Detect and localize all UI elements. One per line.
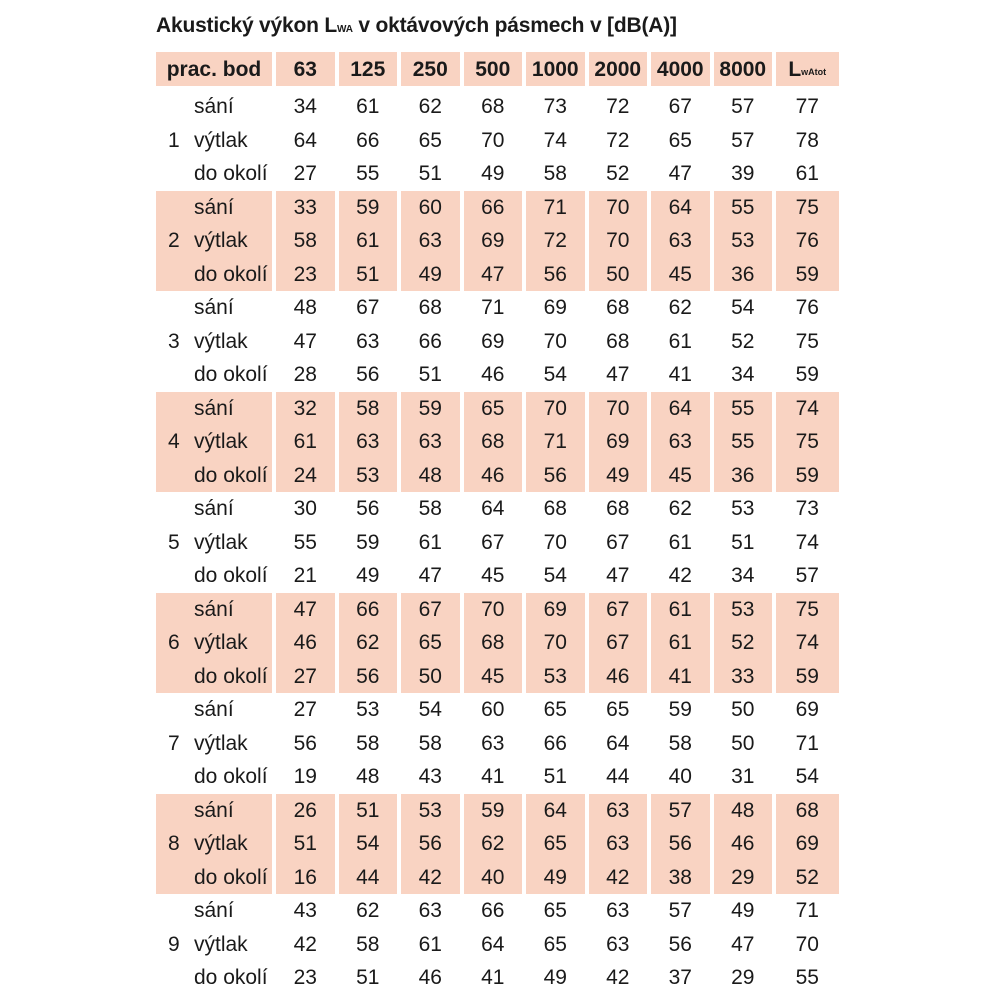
value-cell: 68 [776, 794, 839, 828]
value-cell: 56 [356, 363, 380, 387]
value-cell: 67 [481, 530, 505, 554]
value-cell: 47 [293, 329, 317, 353]
value-cell: 69 [776, 827, 839, 861]
value-cell: 61 [418, 932, 442, 956]
working-point-number: 8 [168, 832, 180, 856]
working-point-number: 9 [168, 932, 180, 956]
value-cell: 47 [418, 564, 442, 588]
value-cell: 51 [418, 363, 442, 387]
value-cell: 36 [714, 258, 773, 292]
header-band-250: 250 [401, 52, 460, 86]
value-cell: 53 [731, 497, 755, 521]
row-label: do okolí [194, 564, 268, 588]
value-cell: 57 [731, 128, 755, 152]
working-point-number: 7 [168, 731, 180, 755]
value-cell: 46 [481, 363, 505, 387]
value-cell: 54 [339, 827, 398, 861]
value-cell: 32 [276, 392, 335, 426]
value-cell: 69 [543, 296, 567, 320]
value-cell: 23 [293, 966, 317, 990]
value-cell: 43 [293, 899, 317, 923]
value-cell: 54 [418, 698, 442, 722]
value-cell: 49 [526, 861, 585, 895]
value-cell: 62 [668, 296, 692, 320]
value-cell: 27 [293, 162, 317, 186]
row-label: do okolí [156, 258, 272, 292]
header-band-4000: 4000 [651, 52, 710, 86]
row-label: do okolí [156, 459, 272, 493]
value-cell: 45 [651, 459, 710, 493]
value-cell: 59 [776, 459, 839, 493]
row-label: sání [156, 392, 272, 426]
row-label: výtlak [156, 626, 272, 660]
row-label: sání [194, 95, 234, 119]
value-cell: 70 [526, 392, 585, 426]
value-cell: 66 [418, 329, 442, 353]
value-cell: 42 [668, 564, 692, 588]
value-cell: 41 [481, 966, 505, 990]
title-subscript: WA [337, 24, 353, 35]
header-band-8000: 8000 [714, 52, 773, 86]
value-cell: 58 [418, 497, 442, 521]
value-cell: 60 [481, 698, 505, 722]
working-point-number: 1 [168, 128, 180, 152]
value-cell: 70 [543, 530, 567, 554]
row-label: sání [194, 899, 234, 923]
title-main: Akustický výkon L [156, 14, 338, 37]
value-cell: 29 [731, 966, 755, 990]
value-cell: 33 [714, 660, 773, 694]
value-cell: 46 [418, 966, 442, 990]
value-cell: 65 [543, 899, 567, 923]
working-point-number: 5 [168, 530, 180, 554]
value-cell: 71 [795, 731, 819, 755]
value-cell: 59 [776, 258, 839, 292]
row-label: výtlak [156, 224, 272, 258]
value-cell: 47 [731, 932, 755, 956]
value-cell: 57 [651, 794, 710, 828]
value-cell: 48 [401, 459, 460, 493]
value-cell: 67 [589, 626, 648, 660]
value-cell: 58 [543, 162, 567, 186]
value-cell: 66 [356, 128, 380, 152]
value-cell: 53 [356, 698, 380, 722]
row-label: sání [194, 698, 234, 722]
value-cell: 34 [293, 95, 317, 119]
row-label: sání [194, 497, 234, 521]
value-cell: 40 [464, 861, 523, 895]
value-cell: 59 [795, 363, 819, 387]
value-cell: 75 [776, 425, 839, 459]
value-cell: 51 [418, 162, 442, 186]
value-cell: 68 [481, 95, 505, 119]
value-cell: 24 [276, 459, 335, 493]
value-cell: 33 [276, 191, 335, 225]
value-cell: 51 [731, 530, 755, 554]
value-cell: 23 [276, 258, 335, 292]
value-cell: 68 [606, 329, 630, 353]
value-cell: 56 [651, 827, 710, 861]
value-cell: 16 [276, 861, 335, 895]
value-cell: 47 [464, 258, 523, 292]
value-cell: 65 [418, 128, 442, 152]
value-cell: 73 [795, 497, 819, 521]
value-cell: 54 [795, 765, 819, 789]
value-cell: 56 [668, 932, 692, 956]
value-cell: 71 [795, 899, 819, 923]
row-label: sání [194, 296, 234, 320]
value-cell: 48 [714, 794, 773, 828]
value-cell: 55 [795, 966, 819, 990]
value-cell: 49 [401, 258, 460, 292]
value-cell: 68 [606, 296, 630, 320]
row-label: do okolí [194, 363, 268, 387]
value-cell: 61 [339, 224, 398, 258]
value-cell: 70 [526, 626, 585, 660]
value-cell: 44 [606, 765, 630, 789]
value-cell: 56 [339, 660, 398, 694]
row-label: výtlak [156, 425, 272, 459]
value-cell: 56 [293, 731, 317, 755]
value-cell: 37 [668, 966, 692, 990]
value-cell: 53 [714, 224, 773, 258]
value-cell: 57 [731, 95, 755, 119]
value-cell: 55 [293, 530, 317, 554]
value-cell: 68 [464, 425, 523, 459]
value-cell: 46 [714, 827, 773, 861]
value-cell: 28 [293, 363, 317, 387]
value-cell: 61 [651, 593, 710, 627]
value-cell: 64 [293, 128, 317, 152]
value-cell: 52 [606, 162, 630, 186]
row-label: do okolí [194, 162, 268, 186]
value-cell: 53 [526, 660, 585, 694]
value-cell: 39 [731, 162, 755, 186]
value-cell: 63 [589, 794, 648, 828]
value-cell: 69 [589, 425, 648, 459]
value-cell: 62 [339, 626, 398, 660]
value-cell: 67 [401, 593, 460, 627]
value-cell: 56 [526, 258, 585, 292]
value-cell: 50 [731, 698, 755, 722]
header-total-subscript: wAtot [801, 66, 827, 77]
value-cell: 61 [651, 626, 710, 660]
value-cell: 44 [339, 861, 398, 895]
value-cell: 42 [401, 861, 460, 895]
value-cell: 76 [795, 296, 819, 320]
value-cell: 47 [606, 564, 630, 588]
value-cell: 77 [795, 95, 819, 119]
row-label: výtlak [194, 932, 248, 956]
header-band-1000: 1000 [526, 52, 585, 86]
value-cell: 47 [276, 593, 335, 627]
value-cell: 76 [776, 224, 839, 258]
value-cell: 73 [543, 95, 567, 119]
value-cell: 55 [714, 425, 773, 459]
header-band-125: 125 [339, 52, 398, 86]
value-cell: 51 [356, 966, 380, 990]
value-cell: 72 [606, 128, 630, 152]
value-cell: 66 [543, 731, 567, 755]
value-cell: 43 [418, 765, 442, 789]
value-cell: 58 [356, 731, 380, 755]
value-cell: 74 [776, 626, 839, 660]
value-cell: 42 [589, 861, 648, 895]
value-cell: 72 [606, 95, 630, 119]
value-cell: 68 [464, 626, 523, 660]
value-cell: 51 [339, 258, 398, 292]
value-cell: 58 [668, 731, 692, 755]
row-label: do okolí [194, 765, 268, 789]
value-cell: 61 [668, 530, 692, 554]
value-cell: 74 [795, 530, 819, 554]
value-cell: 49 [481, 162, 505, 186]
value-cell: 70 [795, 932, 819, 956]
row-label: do okolí [194, 966, 268, 990]
value-cell: 64 [651, 191, 710, 225]
header-total-main: L [788, 57, 802, 81]
row-label: sání [156, 593, 272, 627]
value-cell: 40 [668, 765, 692, 789]
header-total [776, 52, 839, 86]
working-point-number: 6 [168, 631, 180, 655]
value-cell: 55 [714, 392, 773, 426]
value-cell: 48 [293, 296, 317, 320]
header-band-500: 500 [464, 52, 523, 86]
value-cell: 59 [356, 530, 380, 554]
value-cell: 66 [464, 191, 523, 225]
value-cell: 36 [714, 459, 773, 493]
value-cell: 58 [356, 932, 380, 956]
value-cell: 45 [464, 660, 523, 694]
value-cell: 34 [731, 363, 755, 387]
working-point-number: 2 [168, 229, 180, 253]
row-label: sání [156, 191, 272, 225]
value-cell: 74 [543, 128, 567, 152]
value-cell: 48 [356, 765, 380, 789]
value-cell: 63 [481, 731, 505, 755]
value-cell: 54 [731, 296, 755, 320]
value-cell: 58 [339, 392, 398, 426]
value-cell: 46 [464, 459, 523, 493]
value-cell: 31 [731, 765, 755, 789]
value-cell: 72 [526, 224, 585, 258]
value-cell: 68 [606, 497, 630, 521]
value-cell: 69 [795, 698, 819, 722]
value-cell: 60 [401, 191, 460, 225]
value-cell: 70 [543, 329, 567, 353]
value-cell: 70 [589, 191, 648, 225]
value-cell: 66 [481, 899, 505, 923]
value-cell: 63 [589, 827, 648, 861]
value-cell: 71 [481, 296, 505, 320]
value-cell: 53 [401, 794, 460, 828]
value-cell: 41 [651, 660, 710, 694]
value-cell: 41 [668, 363, 692, 387]
value-cell: 50 [589, 258, 648, 292]
value-cell: 57 [795, 564, 819, 588]
row-label: do okolí [156, 861, 272, 895]
value-cell: 52 [776, 861, 839, 895]
value-cell: 59 [464, 794, 523, 828]
row-label: do okolí [156, 660, 272, 694]
value-cell: 49 [731, 899, 755, 923]
value-cell: 19 [293, 765, 317, 789]
value-cell: 61 [418, 530, 442, 554]
value-cell: 29 [714, 861, 773, 895]
row-label: výtlak [156, 827, 272, 861]
value-cell: 34 [731, 564, 755, 588]
value-cell: 42 [606, 966, 630, 990]
value-cell: 65 [543, 698, 567, 722]
value-cell: 65 [543, 932, 567, 956]
value-cell: 62 [356, 899, 380, 923]
value-cell: 69 [464, 224, 523, 258]
row-label: výtlak [194, 731, 248, 755]
value-cell: 63 [418, 899, 442, 923]
value-cell: 67 [356, 296, 380, 320]
value-cell: 75 [776, 593, 839, 627]
header-band-2000: 2000 [589, 52, 648, 86]
value-cell: 75 [776, 191, 839, 225]
value-cell: 65 [526, 827, 585, 861]
value-cell: 63 [356, 329, 380, 353]
value-cell: 67 [589, 593, 648, 627]
value-cell: 51 [339, 794, 398, 828]
value-cell: 69 [481, 329, 505, 353]
value-cell: 61 [276, 425, 335, 459]
value-cell: 65 [401, 626, 460, 660]
row-label: výtlak [194, 329, 248, 353]
value-cell: 64 [651, 392, 710, 426]
value-cell: 56 [356, 497, 380, 521]
row-label: výtlak [194, 128, 248, 152]
value-cell: 45 [481, 564, 505, 588]
value-cell: 67 [668, 95, 692, 119]
value-cell: 64 [481, 932, 505, 956]
row-label: výtlak [194, 530, 248, 554]
value-cell: 52 [714, 626, 773, 660]
value-cell: 62 [464, 827, 523, 861]
value-cell: 58 [418, 731, 442, 755]
header-prac-bod: prac. bod [156, 52, 272, 86]
value-cell: 56 [401, 827, 460, 861]
value-cell: 27 [293, 698, 317, 722]
value-cell: 56 [526, 459, 585, 493]
value-cell: 64 [606, 731, 630, 755]
value-cell: 55 [356, 162, 380, 186]
value-cell: 49 [543, 966, 567, 990]
value-cell: 65 [668, 128, 692, 152]
value-cell: 70 [464, 593, 523, 627]
value-cell: 67 [606, 530, 630, 554]
octave-band-table [156, 52, 846, 988]
value-cell: 26 [276, 794, 335, 828]
value-cell: 59 [401, 392, 460, 426]
value-cell: 46 [589, 660, 648, 694]
value-cell: 64 [481, 497, 505, 521]
value-cell: 66 [339, 593, 398, 627]
value-cell: 30 [293, 497, 317, 521]
value-cell: 49 [356, 564, 380, 588]
value-cell: 63 [651, 425, 710, 459]
value-cell: 62 [668, 497, 692, 521]
value-cell: 41 [481, 765, 505, 789]
value-cell: 57 [668, 899, 692, 923]
value-cell: 69 [526, 593, 585, 627]
value-cell: 51 [276, 827, 335, 861]
value-cell: 21 [293, 564, 317, 588]
value-cell: 62 [418, 95, 442, 119]
value-cell: 70 [589, 392, 648, 426]
value-cell: 50 [401, 660, 460, 694]
value-cell: 75 [795, 329, 819, 353]
value-cell: 54 [543, 363, 567, 387]
value-cell: 70 [589, 224, 648, 258]
value-cell: 59 [339, 191, 398, 225]
value-cell: 42 [293, 932, 317, 956]
value-cell: 63 [606, 932, 630, 956]
working-point-number: 4 [168, 430, 180, 454]
title-rest: v oktávových pásmech v [dB(A)] [352, 14, 677, 37]
value-cell: 49 [589, 459, 648, 493]
value-cell: 63 [651, 224, 710, 258]
value-cell: 70 [481, 128, 505, 152]
value-cell: 59 [668, 698, 692, 722]
value-cell: 65 [606, 698, 630, 722]
value-cell: 61 [668, 329, 692, 353]
value-cell: 63 [606, 899, 630, 923]
value-cell: 71 [526, 425, 585, 459]
value-cell: 74 [776, 392, 839, 426]
value-cell: 47 [668, 162, 692, 186]
value-cell: 50 [731, 731, 755, 755]
value-cell: 78 [795, 128, 819, 152]
value-cell: 68 [418, 296, 442, 320]
table-title [156, 14, 677, 38]
working-point-number: 3 [168, 329, 180, 353]
value-cell: 59 [776, 660, 839, 694]
value-cell: 53 [714, 593, 773, 627]
value-cell: 68 [543, 497, 567, 521]
value-cell: 65 [464, 392, 523, 426]
value-cell: 58 [276, 224, 335, 258]
value-cell: 55 [714, 191, 773, 225]
row-label: sání [156, 794, 272, 828]
value-cell: 53 [339, 459, 398, 493]
value-cell: 63 [401, 224, 460, 258]
value-cell: 63 [401, 425, 460, 459]
value-cell: 45 [651, 258, 710, 292]
value-cell: 71 [526, 191, 585, 225]
value-cell: 27 [276, 660, 335, 694]
value-cell: 47 [606, 363, 630, 387]
value-cell: 61 [356, 95, 380, 119]
value-cell: 61 [795, 162, 819, 186]
value-cell: 38 [651, 861, 710, 895]
value-cell: 54 [543, 564, 567, 588]
value-cell: 64 [526, 794, 585, 828]
header-band-63: 63 [276, 52, 335, 86]
value-cell: 63 [339, 425, 398, 459]
value-cell: 46 [276, 626, 335, 660]
value-cell: 52 [731, 329, 755, 353]
value-cell: 51 [543, 765, 567, 789]
